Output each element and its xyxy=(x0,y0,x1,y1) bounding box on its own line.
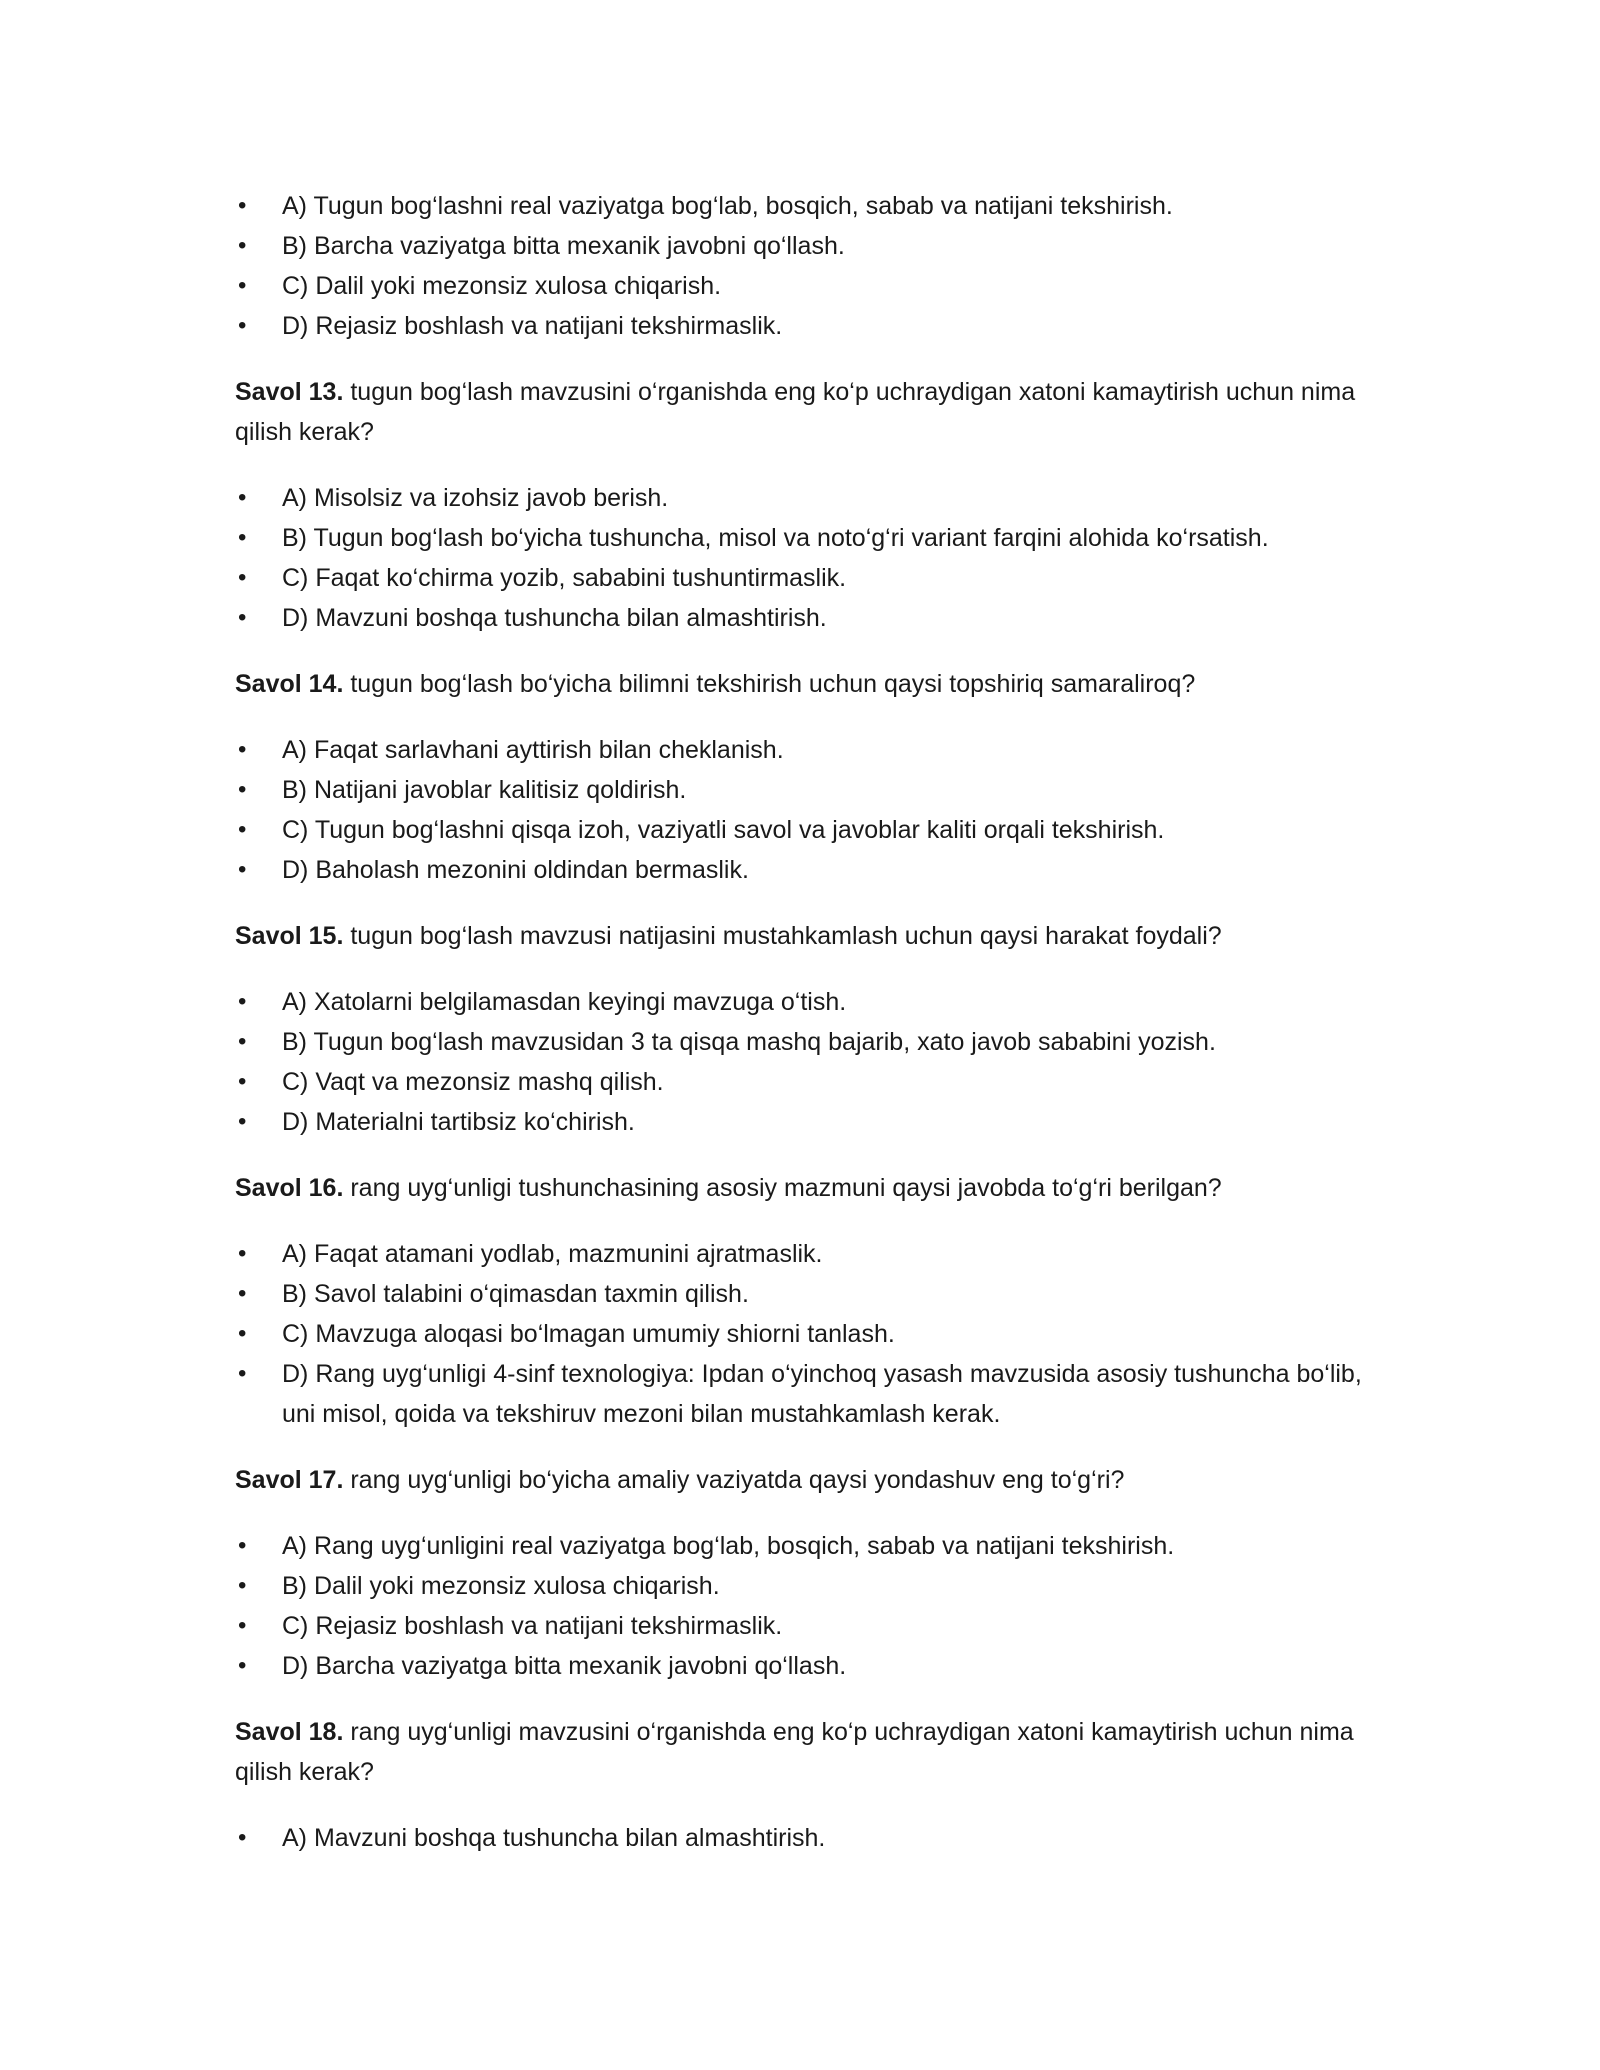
document-content xyxy=(235,186,1365,1858)
answer-options-list xyxy=(235,1818,1365,1858)
answer-option xyxy=(235,1606,1365,1646)
answer-option-text: C) Faqat ko‘chirma yozib, sababini tushuntirmaslik. xyxy=(282,564,847,592)
answer-options-list xyxy=(235,1526,1365,1686)
answer-options-list xyxy=(235,1234,1365,1434)
answer-option-text: A) Rang uyg‘unligini real vaziyatga bog‘lab, bosqich, sabab va natijani tekshirish. xyxy=(282,1532,1175,1560)
answer-option xyxy=(235,730,1365,770)
question-prompt xyxy=(235,1168,1365,1208)
answer-option xyxy=(235,1354,1365,1434)
answer-option-text: B) Dalil yoki mezonsiz xulosa chiqarish. xyxy=(282,1572,720,1600)
answer-option-text: D) Rang uyg‘unligi 4-sinf texnologiya: Ipdan o‘yinchoq yasash mavzusida asosiy tushuncha bo‘lib, uni misol, qoida va tekshiruv mezoni bilan mustahkamlash kerak. xyxy=(282,1360,1362,1428)
answer-option xyxy=(235,850,1365,890)
answer-option-text: D) Barcha vaziyatga bitta mexanik javobni qo‘llash. xyxy=(282,1652,847,1680)
answer-option xyxy=(235,1646,1365,1686)
answer-option-text: A) Tugun bog‘lashni real vaziyatga bog‘lab, bosqich, sabab va natijani tekshirish. xyxy=(282,192,1173,220)
answer-option xyxy=(235,598,1365,638)
answer-option xyxy=(235,1234,1365,1274)
answer-option-text: C) Tugun bog‘lashni qisqa izoh, vaziyatli savol va javoblar kaliti orqali tekshirish. xyxy=(282,816,1165,844)
answer-option xyxy=(235,1062,1365,1102)
bullet-icon: • xyxy=(238,312,247,339)
answer-option xyxy=(235,1526,1365,1566)
answer-option xyxy=(235,186,1365,226)
answer-options-list xyxy=(235,982,1365,1142)
answer-option-text: D) Materialni tartibsiz ko‘chirish. xyxy=(282,1108,635,1136)
answer-option xyxy=(235,1314,1365,1354)
answer-option-text: A) Faqat atamani yodlab, mazmunini ajratmaslik. xyxy=(282,1240,823,1268)
question-prompt xyxy=(235,1712,1365,1792)
question-prompt xyxy=(235,1460,1365,1500)
question-text: rang uyg‘unligi tushunchasining asosiy mazmuni qaysi javobda to‘g‘ri berilgan? xyxy=(343,1174,1222,1202)
answer-options-list xyxy=(235,186,1365,346)
bullet-icon: • xyxy=(238,736,247,763)
answer-option xyxy=(235,226,1365,266)
bullet-icon: • xyxy=(238,1360,247,1387)
answer-option-text: A) Mavzuni boshqa tushuncha bilan almashtirish. xyxy=(282,1824,826,1852)
bullet-icon: • xyxy=(238,1108,247,1135)
answer-option xyxy=(235,266,1365,306)
bullet-icon: • xyxy=(238,564,247,591)
answer-option xyxy=(235,1022,1365,1062)
answer-option-text: A) Xatolarni belgilamasdan keyingi mavzuga o‘tish. xyxy=(282,988,847,1016)
bullet-icon: • xyxy=(238,1652,247,1679)
question-number: Savol 17. xyxy=(235,1466,344,1494)
answer-option-text: D) Baholash mezonini oldindan bermaslik. xyxy=(282,856,749,884)
answer-option-text: D) Mavzuni boshqa tushuncha bilan almashtirish. xyxy=(282,604,827,632)
bullet-icon: • xyxy=(238,856,247,883)
question-number: Savol 18. xyxy=(235,1718,344,1746)
answer-option xyxy=(235,1102,1365,1142)
answer-option-text: C) Rejasiz boshlash va natijani tekshirmaslik. xyxy=(282,1612,783,1640)
answer-option xyxy=(235,478,1365,518)
bullet-icon: • xyxy=(238,1824,247,1851)
bullet-icon: • xyxy=(238,524,247,551)
bullet-icon: • xyxy=(238,232,247,259)
question-number: Savol 16. xyxy=(235,1174,344,1202)
bullet-icon: • xyxy=(238,604,247,631)
answer-options-list xyxy=(235,730,1365,890)
answer-option-text: B) Natijani javoblar kalitisiz qoldirish. xyxy=(282,776,687,804)
bullet-icon: • xyxy=(238,1572,247,1599)
bullet-icon: • xyxy=(238,1320,247,1347)
bullet-icon: • xyxy=(238,1280,247,1307)
bullet-icon: • xyxy=(238,1068,247,1095)
bullet-icon: • xyxy=(238,1532,247,1559)
question-prompt xyxy=(235,372,1365,452)
question-text: tugun bog‘lash bo‘yicha bilimni tekshirish uchun qaysi topshiriq samaraliroq? xyxy=(343,670,1196,698)
bullet-icon: • xyxy=(238,1612,247,1639)
answer-option-text: B) Tugun bog‘lash bo‘yicha tushuncha, misol va noto‘g‘ri variant farqini alohida ko‘rsatish. xyxy=(282,524,1269,552)
answer-option xyxy=(235,1566,1365,1606)
question-text: rang uyg‘unligi mavzusini o‘rganishda eng ko‘p uchraydigan xatoni kamaytirish uchun nima qilish kerak? xyxy=(235,1718,1354,1786)
answer-options-list xyxy=(235,478,1365,638)
answer-option-text: B) Barcha vaziyatga bitta mexanik javobni qo‘llash. xyxy=(282,232,845,260)
answer-option xyxy=(235,306,1365,346)
question-number: Savol 14. xyxy=(235,670,344,698)
answer-option-text: A) Faqat sarlavhani ayttirish bilan cheklanish. xyxy=(282,736,784,764)
bullet-icon: • xyxy=(238,192,247,219)
answer-option xyxy=(235,558,1365,598)
question-prompt xyxy=(235,916,1365,956)
question-text: tugun bog‘lash mavzusi natijasini mustahkamlash uchun qaysi harakat foydali? xyxy=(343,922,1222,950)
answer-option-text: A) Misolsiz va izohsiz javob berish. xyxy=(282,484,669,512)
question-text: rang uyg‘unligi bo‘yicha amaliy vaziyatda qaysi yondashuv eng to‘g‘ri? xyxy=(343,1466,1125,1494)
bullet-icon: • xyxy=(238,816,247,843)
answer-option-text: C) Dalil yoki mezonsiz xulosa chiqarish. xyxy=(282,272,722,300)
answer-option xyxy=(235,770,1365,810)
question-prompt xyxy=(235,664,1365,704)
bullet-icon: • xyxy=(238,484,247,511)
answer-option xyxy=(235,982,1365,1022)
bullet-icon: • xyxy=(238,776,247,803)
answer-option xyxy=(235,518,1365,558)
bullet-icon: • xyxy=(238,272,247,299)
answer-option-text: C) Vaqt va mezonsiz mashq qilish. xyxy=(282,1068,664,1096)
answer-option xyxy=(235,1818,1365,1858)
question-text: tugun bog‘lash mavzusini o‘rganishda eng ko‘p uchraydigan xatoni kamaytirish uchun nima qilish kerak? xyxy=(235,378,1356,446)
bullet-icon: • xyxy=(238,1028,247,1055)
answer-option-text: B) Tugun bog‘lash mavzusidan 3 ta qisqa mashq bajarib, xato javob sababini yozish. xyxy=(282,1028,1216,1056)
answer-option xyxy=(235,1274,1365,1314)
answer-option-text: C) Mavzuga aloqasi bo‘lmagan umumiy shiorni tanlash. xyxy=(282,1320,895,1348)
answer-option-text: D) Rejasiz boshlash va natijani tekshirmaslik. xyxy=(282,312,783,340)
question-number: Savol 13. xyxy=(235,378,344,406)
answer-option-text: B) Savol talabini o‘qimasdan taxmin qilish. xyxy=(282,1280,749,1308)
answer-option xyxy=(235,810,1365,850)
bullet-icon: • xyxy=(238,1240,247,1267)
bullet-icon: • xyxy=(238,988,247,1015)
question-number: Savol 15. xyxy=(235,922,344,950)
